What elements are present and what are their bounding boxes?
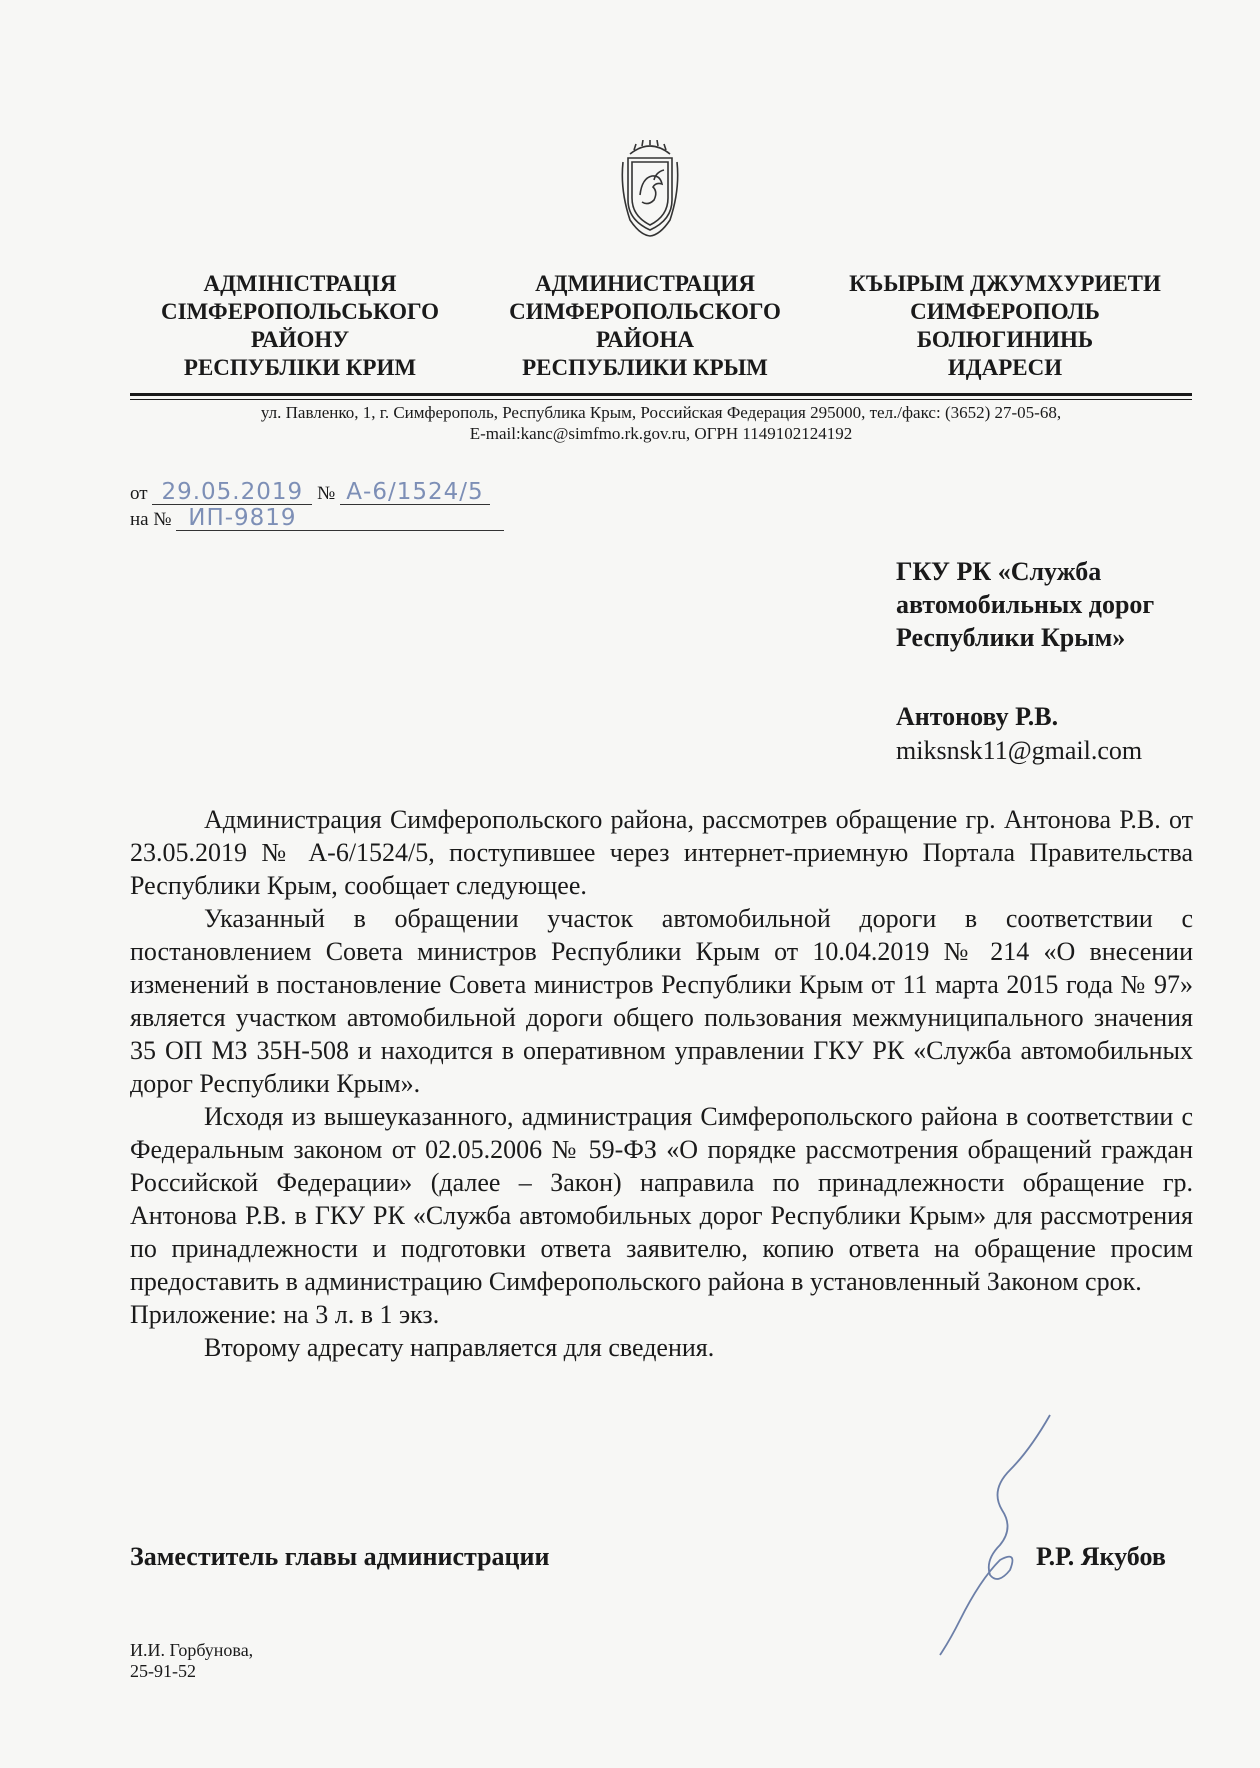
header-crimean-tatar <box>830 270 1180 382</box>
handwritten-signature <box>930 1410 1080 1660</box>
header-line: РЕСПУБЛИКИ КРЫМ <box>522 355 768 380</box>
recipient-person <box>896 700 1142 768</box>
header-line: РАЙОНА <box>596 327 694 352</box>
header-ukrainian <box>115 270 485 382</box>
header-line: ИДАРЕСИ <box>947 355 1063 380</box>
header-line: СІМФЕРОПОЛЬСЬКОГО <box>160 299 440 324</box>
reference-label: на № <box>130 509 172 530</box>
address-contacts: E-mail:kanc@simfmo.rk.gov.ru, ОГРН 1149102124192 <box>469 424 853 443</box>
body-paragraph: Исходя из вышеуказанного, администрация Симферопольского района в соответствии с Федеральным законом от 02.05.2006 № 59-ФЗ «О порядке рассмотрения обращений граждан Российской Федерации» (далее – Закон) направила по принадлежности обращение гр. Антонова Р.В. в ГКУ РК «Служба автомобильных дорог Республики Крым» для рассмотрения по принадлежности и подготовки ответа заявителю, копию ответа на обращение просим предоставить в администрацию Симферопольского района в установленный Законом срок. <box>130 1102 1193 1296</box>
header-divider-thin <box>130 399 1192 400</box>
attachment-note: Приложение: на 3 л. в 1 экз. <box>130 1300 440 1329</box>
header-line: РЕСПУБЛІКИ КРИМ <box>183 355 417 380</box>
recipient-organization <box>896 555 1154 654</box>
outgoing-number: А-6/1524/5 <box>340 480 490 505</box>
executor-info <box>130 1640 253 1682</box>
letter-body <box>130 803 1193 1364</box>
recipient-email: miksnsk11@gmail.com <box>896 736 1143 765</box>
recipient-line: автомобильных дорог <box>896 590 1155 619</box>
address-line: ул. Павленко, 1, г. Симферополь, Республика Крым, Российская Федерация 295000, тел./факс: (3652) 27-05-68, <box>260 403 1062 422</box>
signer-position: Заместитель главы администрации <box>130 1542 550 1571</box>
header-line: РАЙОНУ <box>250 327 350 352</box>
body-paragraph: Указанный в обращении участок автомобильной дороги в соответствии с постановлением Совета министров Республики Крым от 10.04.2019 № 214 «О внесении изменений в постановление Совета министров Республики Крым от 11 марта 2015 года № 97» является участком автомобильной дороги общего пользования межмуниципального значения 35 ОП МЗ 35Н-508 и находится в оперативном управлении ГКУ РК «Служба автомобильных дорог Республики Крым». <box>130 904 1193 1098</box>
recipient-line: ГКУ РК «Служба <box>896 557 1102 586</box>
header-line: СИМФЕРОПОЛЬСКОГО <box>509 299 781 324</box>
recipient-name: Антонову Р.В. <box>896 702 1059 731</box>
header-line: СИМФЕРОПОЛЬ <box>910 299 1100 324</box>
recipient-line: Республики Крым» <box>896 623 1126 652</box>
header-line: БОЛЮГИНИНЬ <box>916 327 1094 352</box>
header-russian <box>460 270 830 382</box>
organization-address <box>130 402 1192 444</box>
outgoing-date: 29.05.2019 <box>152 480 312 505</box>
incoming-reference <box>130 506 504 532</box>
coat-of-arms-emblem <box>620 140 680 240</box>
number-label: № <box>317 483 336 504</box>
header-divider <box>130 393 1192 396</box>
executor-phone: 25-91-52 <box>130 1661 196 1681</box>
executor-name: И.И. Горбунова, <box>130 1640 254 1660</box>
reference-number: ИП-9819 <box>176 506 504 531</box>
header-line: АДМІНІСТРАЦІЯ <box>203 271 397 296</box>
date-label: от <box>130 483 148 504</box>
header-line: АДМИНИСТРАЦИЯ <box>535 271 755 296</box>
body-paragraph: Администрация Симферопольского района, рассмотрев обращение гр. Антонова Р.В. от 23.05.2019 № А-6/1524/5, поступившее через интернет-приемную Портала Правительства Республики Крым, сообщает следующее. <box>130 805 1193 900</box>
body-paragraph: Второму адресату направляется для сведения. <box>204 1333 715 1362</box>
outgoing-registration <box>130 480 490 506</box>
signer-name: Р.Р. Якубов <box>1036 1542 1166 1571</box>
header-line: КЪЫРЫМ ДЖУМХУРИЕТИ <box>849 271 1161 296</box>
